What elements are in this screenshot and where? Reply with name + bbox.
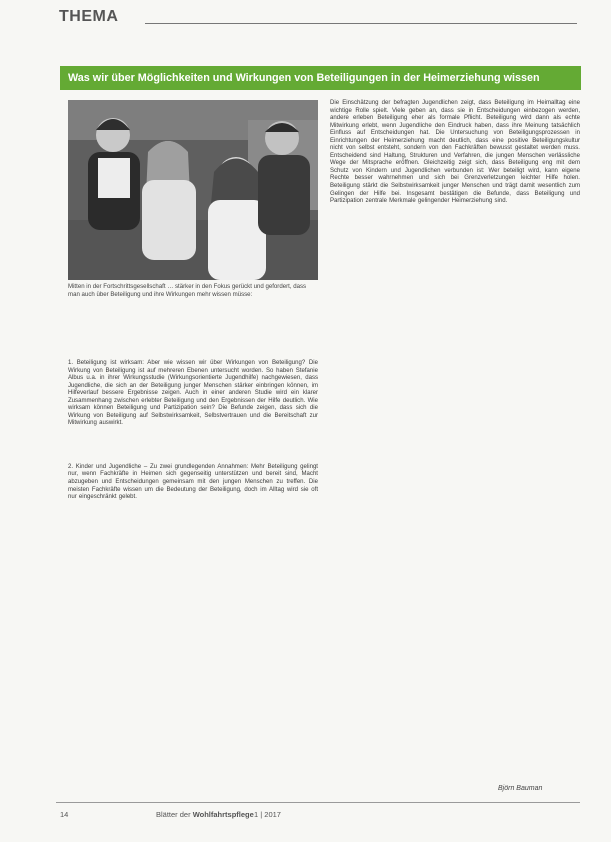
section-header [59,8,577,30]
issue-number: 1 | 2017 [254,810,281,819]
paragraph-1 [68,360,318,428]
journal-name [156,810,254,819]
journal-prefix: Blätter der [156,810,193,819]
right-column-text: Die Einschätzung der befragten Jugendlichen zeigt, dass Beteiligung im Heimalltag eine wichtige Rolle spielt. Viele geben an, dass sie in Entscheidungen einbezogen werden, andere erleben Beteiligung eher als formale Pflicht. Beteiligung wird dann als echte Mitwirkung erlebt, wenn Jugendliche den Eindruck haben, dass ihre Meinung tatsächlich Einfluss auf Entscheidungen hat. Die Untersuchung von Beteiligungsprozessen in Einrichtungen der Heimerziehung macht deutlich, dass eine positive Beteiligungskultur nicht von selbst entsteht, sondern von den Fachkräften bewusst gestaltet werden muss. Entscheidend sind Haltung, Strukturen und Verfahren, die jungen Menschen verlässliche Wege der Mitsprache eröffnen. Gleichzeitig zeigt sich, dass Beteiligung eng mit dem Schutz von Kindern und Jugendlichen verbunden ist: Wer beteiligt wird, kann eigene Rechte besser wahrnehmen und sich bei Grenzverletzungen leichter Hilfe holen. Beteiligung stärkt die Selbstwirksamkeit junger Menschen und trägt damit wesentlich zum Gelingen der Hilfe bei. Insgesamt bestätigen die Befunde, dass Beteiligung und Partizipation zentrale Merkmale gelingender Heimerziehung sind. [330,100,580,205]
section-title: THEMA [59,8,119,25]
article-photo [68,100,318,280]
paragraph-2 [68,464,318,502]
page-number: 14 [60,810,69,819]
paragraph-1-text: 1. Beteiligung ist wirksam: Aber wie wissen wir über Wirkungen von Beteiligung? Die Wirkung von Beteiligung ist auf mehreren Ebenen untersucht worden. So haben Stefanie Albus u.a. in ihrer Wirkungsstudie (Wirkungsorientierte Jugendhilfe) nachgewiesen, dass Jugendliche, die sich an der Beteiligung junger Menschen stärker einbringen können, im Hilfeverlauf bessere Ergebnisse zeigen. Auch in einer anderen Studie wird ein klarer Zusammenhang zwischen erlebter Beteiligung und den Ergebnissen der Hilfe deutlich. Wie wirksam können Beteiligung und Partizipation sein? Die Befunde zeigen, dass sich die Wirkung von Beteiligung auf Selbstwirksamkeit, Selbstvertrauen und die Bereitschaft zur Mitwirkung auswirkt. [68,360,318,427]
paragraph-2-text: 2. Kinder und Jugendliche – Zu zwei grundlegenden Annahmen: Mehr Beteiligung gelingt nur, wenn Fachkräfte in Heimen sich gegenseitig unterstützen und bereit sind, Macht abzugeben und Entscheidungen gemeinsam mit den jungen Menschen zu treffen. Die meisten Fachkräfte wissen um die Bedeutung der Beteiligung, doch im Alltag wird sie oft nur eingeschränkt gelebt. [68,463,318,501]
section-rule [145,23,577,24]
author-signature: Björn Bauman [498,785,543,792]
photo-teenagers-illustration [68,100,318,280]
page-footer [56,802,580,822]
article-headline: Was wir über Möglichkeiten und Wirkungen von Beteiligungen in der Heimerziehung wissen [60,66,581,90]
photo-caption: Mitten in der Fortschrittsgesellschaft … stärker in den Fokus gerückt und gefordert, dass man auch über Beteiligung und ihre Wirkungen mehr wissen müsse: [68,283,307,298]
left-column [68,360,318,504]
right-column [330,100,580,208]
journal-bold: Wohlfahrtspflege [192,810,254,819]
footer-rule [56,802,580,803]
